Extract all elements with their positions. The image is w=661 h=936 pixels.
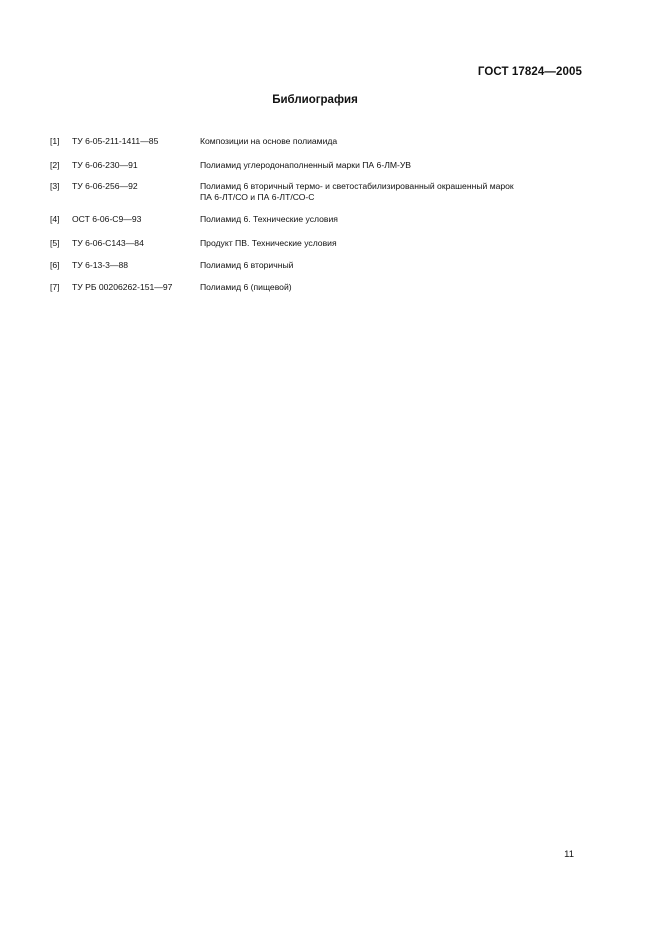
item-number: [5] [50, 238, 60, 248]
item-title-line: ПА 6-ЛТ/СО и ПА 6-ЛТ/СО-С [200, 191, 315, 202]
item-title [200, 214, 590, 225]
bibliography-item [50, 181, 590, 214]
item-number: [1] [50, 136, 60, 146]
bibliography-item [50, 238, 590, 260]
page-number: 11 [564, 849, 574, 860]
bibliography-item [50, 160, 590, 181]
item-number: [4] [50, 214, 60, 224]
bibliography-list [50, 136, 590, 296]
item-number: [2] [50, 160, 60, 170]
item-code: ТУ 6-06-С143—84 [72, 238, 144, 248]
item-code: ТУ 6-13-3—88 [72, 260, 129, 270]
item-title [200, 238, 590, 249]
item-title-line: Продукт ПВ. Технические условия [200, 238, 337, 248]
item-title [200, 136, 590, 147]
item-title [200, 160, 590, 171]
item-title-line: Полиамид 6. Технические условия [200, 214, 338, 224]
item-title [200, 260, 590, 271]
item-title-line: Полиамид 6 вторичный [200, 260, 294, 270]
item-number: [6] [50, 260, 60, 270]
item-title [200, 181, 590, 202]
item-code: ТУ 6-06-230—91 [72, 160, 138, 170]
item-title-line: Полиамид углеродонаполненный марки ПА 6-ЛМ-УВ [200, 160, 412, 170]
item-title-line: Полиамид 6 вторичный термо- и светостабилизированный окрашенный марок [200, 181, 514, 191]
item-title-line: Полиамид 6 (пищевой) [200, 282, 292, 292]
item-number: [7] [50, 282, 60, 292]
item-code: ТУ РБ 00206262-151—97 [72, 282, 173, 292]
document-code: ГОСТ 17824—2005 [477, 66, 582, 78]
item-title [200, 282, 590, 293]
item-code: ОСТ 6-06-С9—93 [72, 214, 142, 224]
item-code: ТУ 6-06-256—92 [72, 181, 138, 191]
item-title-line: Композиции на основе полиамида [200, 136, 338, 146]
bibliography-item [50, 136, 590, 160]
bibliography-item [50, 282, 590, 296]
bibliography-title: Библиография [272, 94, 358, 106]
item-code: ТУ 6-05-211-1411—85 [72, 136, 159, 146]
bibliography-item [50, 214, 590, 238]
item-number: [3] [50, 181, 60, 191]
bibliography-item [50, 260, 590, 282]
